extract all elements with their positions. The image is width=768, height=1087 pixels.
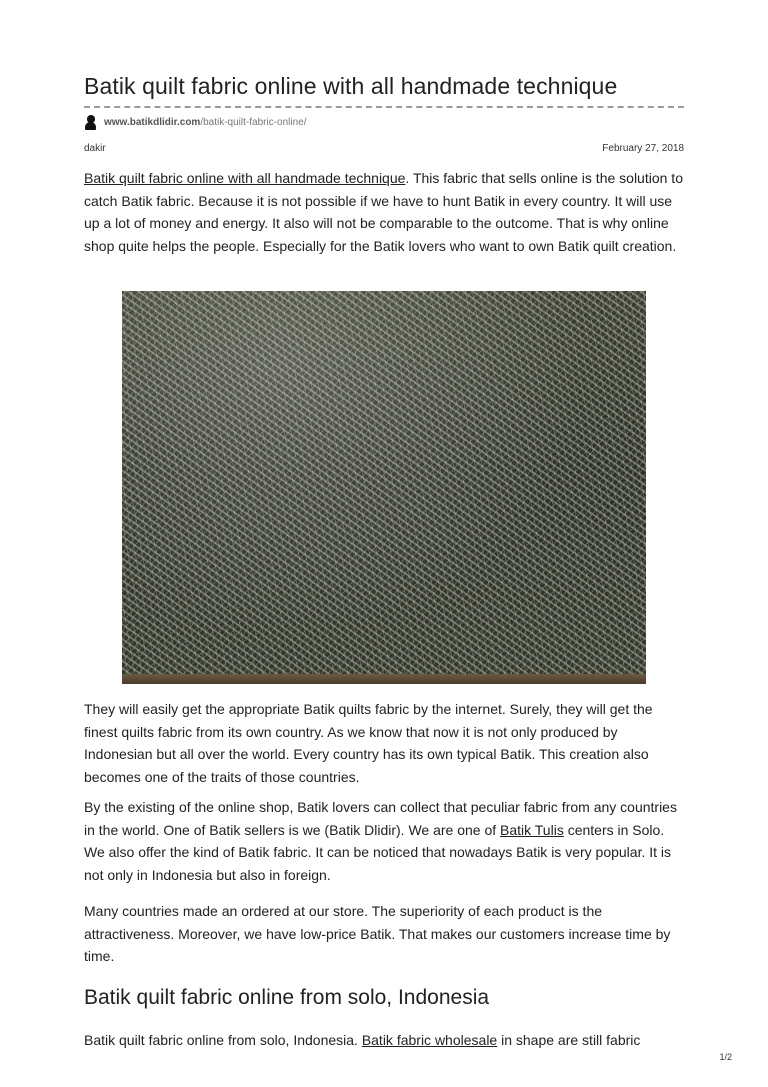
paragraph-text: Batik quilt fabric online from solo, Indonesia. (84, 1032, 362, 1048)
page-title: Batik quilt fabric online with all handmade technique (84, 73, 618, 99)
publish-date: February 27, 2018 (602, 143, 684, 154)
source-url[interactable] (84, 113, 307, 131)
paragraph-text: in shape are still fabric (497, 1032, 641, 1048)
title-divider (84, 106, 684, 108)
title-link[interactable]: Batik quilt fabric online with all handmade technique (84, 170, 406, 186)
paragraph-text: . This fabric that sells online is the solution to catch Batik fabric. Because it is not possible if we have to hunt Batik in every country. It will use up a lot of money and energy. It also will not be comparable to the outcome. That is why online shop quite helps the people. Especially for the Batik lovers who want to own Batik quilt creation. (84, 170, 683, 254)
source-path[interactable]: /batik-quilt-fabric-online/ (200, 116, 307, 128)
paragraph-3 (84, 796, 684, 886)
paragraph-4: Many countries made an ordered at our store. The superiority of each product is the attractiveness. Moreover, we have low-price Batik. That makes our customers increase time by time. (84, 903, 671, 965)
section-heading: Batik quilt fabric online from solo, Indonesia (84, 986, 490, 1009)
source-domain[interactable]: www.batikdlidir.com (104, 116, 201, 128)
paragraph-2: They will easily get the appropriate Batik quilts fabric by the internet. Surely, they will get the finest quilts fabric from its own country. As we know that now it is not only produced by Indonesian but all over the world. Every country has its own typical Batik. This creation also becomes one of the traits of those countries. (84, 701, 653, 785)
batik-fabric-image (122, 291, 646, 684)
batik-wholesale-link[interactable]: Batik fabric wholesale (361, 1032, 498, 1048)
site-favicon-icon (84, 114, 98, 130)
paragraph-text: centers in Solo. We also offer the kind of Batik fabric. It can be noticed that nowadays Batik is very popular. It is not only in Indonesia but also in foreign. (84, 821, 672, 883)
image-table-edge (122, 674, 646, 684)
paragraph-text: By the existing of the online shop, Batik lovers can collect that peculiar fabric from any countries in the world. One of Batik sellers is we (Batik Dlidir). We are one of (84, 799, 677, 838)
author: dakir (84, 143, 106, 154)
page-number: 1/2 (719, 1052, 732, 1062)
paragraph-5 (84, 1029, 684, 1052)
paragraph-intro (84, 167, 684, 257)
batik-tulis-link[interactable]: Batik Tulis (500, 821, 564, 838)
